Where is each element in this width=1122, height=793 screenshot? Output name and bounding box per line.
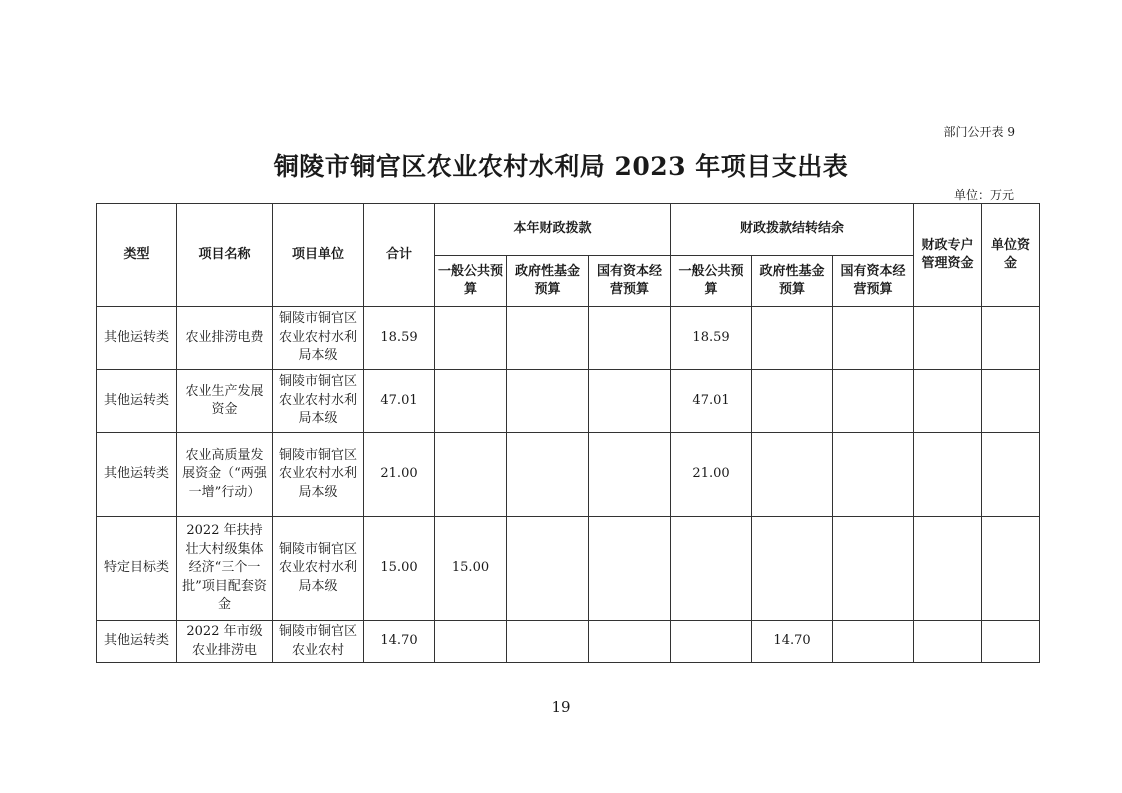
cell-special-account (914, 621, 982, 663)
cell-gov-fund-2 (752, 517, 833, 621)
cell-unit-funds (982, 433, 1040, 517)
cell-project-unit: 铜陵市铜官区农业农村水利局本级 (273, 517, 364, 621)
cell-special-account (914, 370, 982, 433)
cell-general-public-2: 21.00 (671, 433, 752, 517)
header-project-unit: 项目单位 (273, 204, 364, 307)
cell-total: 47.01 (364, 370, 435, 433)
table-row (97, 433, 1040, 517)
cell-general-public-1 (435, 433, 507, 517)
cell-unit-funds (982, 621, 1040, 663)
cell-general-public-1 (435, 307, 507, 370)
table-row (97, 621, 1040, 663)
header-project-name: 项目名称 (177, 204, 273, 307)
cell-type: 其他运转类 (97, 370, 177, 433)
cell-gov-fund-1 (507, 307, 589, 370)
cell-special-account (914, 517, 982, 621)
cell-state-capital-2 (833, 370, 914, 433)
cell-state-capital-2 (833, 433, 914, 517)
cell-unit-funds (982, 517, 1040, 621)
cell-type: 其他运转类 (97, 433, 177, 517)
cell-gov-fund-1 (507, 370, 589, 433)
cell-total: 18.59 (364, 307, 435, 370)
cell-general-public-2 (671, 621, 752, 663)
cell-gov-fund-1 (507, 621, 589, 663)
project-expenditure-table (96, 203, 1040, 663)
cell-gov-fund-2: 14.70 (752, 621, 833, 663)
cell-project-unit: 铜陵市铜官区农业农村水利局本级 (273, 307, 364, 370)
table-row (97, 517, 1040, 621)
header-unit-funds: 单位资金 (982, 204, 1040, 307)
unit-label: 单位：万元 (953, 188, 1014, 202)
cell-project-name: 2022 年扶持壮大村级集体经济“三个一批”项目配套资金 (177, 517, 273, 621)
cell-project-unit: 铜陵市铜官区农业农村水利局本级 (273, 433, 364, 517)
header-state-capital-1: 国有资本经营预算 (589, 256, 671, 307)
cell-project-name: 农业高质量发展资金（“两强一增”行动） (177, 433, 273, 517)
cell-project-name: 农业生产发展资金 (177, 370, 273, 433)
doc-label: 部门公开表 9 (943, 125, 1015, 139)
cell-total: 21.00 (364, 433, 435, 517)
cell-unit-funds (982, 370, 1040, 433)
cell-state-capital-1 (589, 307, 671, 370)
cell-state-capital-1 (589, 621, 671, 663)
cell-state-capital-2 (833, 307, 914, 370)
page-title: 铜陵市铜官区农业农村水利局 2023 年项目支出表 (273, 152, 849, 181)
cell-special-account (914, 307, 982, 370)
cell-project-unit: 铜陵市铜官区农业农村 (273, 621, 364, 663)
cell-general-public-2: 47.01 (671, 370, 752, 433)
cell-state-capital-2 (833, 621, 914, 663)
cell-gov-fund-2 (752, 307, 833, 370)
cell-general-public-1: 15.00 (435, 517, 507, 621)
cell-gov-fund-1 (507, 433, 589, 517)
cell-type: 其他运转类 (97, 307, 177, 370)
cell-gov-fund-2 (752, 433, 833, 517)
header-general-public-1: 一般公共预算 (435, 256, 507, 307)
header-type: 类型 (97, 204, 177, 307)
cell-gov-fund-1 (507, 517, 589, 621)
header-state-capital-2: 国有资本经营预算 (833, 256, 914, 307)
cell-gov-fund-2 (752, 370, 833, 433)
header-special-account: 财政专户管理资金 (914, 204, 982, 307)
cell-project-name: 农业排涝电费 (177, 307, 273, 370)
cell-general-public-2: 18.59 (671, 307, 752, 370)
cell-general-public-1 (435, 621, 507, 663)
cell-state-capital-1 (589, 370, 671, 433)
header-general-public-2: 一般公共预算 (671, 256, 752, 307)
cell-type: 特定目标类 (97, 517, 177, 621)
cell-state-capital-2 (833, 517, 914, 621)
cell-unit-funds (982, 307, 1040, 370)
table-row (97, 307, 1040, 370)
header-current-year-group: 本年财政拨款 (435, 204, 671, 256)
cell-type: 其他运转类 (97, 621, 177, 663)
cell-state-capital-1 (589, 517, 671, 621)
cell-special-account (914, 433, 982, 517)
table-row (97, 370, 1040, 433)
cell-total: 14.70 (364, 621, 435, 663)
cell-project-unit: 铜陵市铜官区农业农村水利局本级 (273, 370, 364, 433)
header-gov-fund-2: 政府性基金预算 (752, 256, 833, 307)
cell-general-public-1 (435, 370, 507, 433)
cell-general-public-2 (671, 517, 752, 621)
header-gov-fund-1: 政府性基金预算 (507, 256, 589, 307)
cell-state-capital-1 (589, 433, 671, 517)
page-number: 19 (551, 698, 571, 716)
header-total: 合计 (364, 204, 435, 307)
header-carryover-group: 财政拨款结转结余 (671, 204, 914, 256)
cell-total: 15.00 (364, 517, 435, 621)
cell-project-name: 2022 年市级农业排涝电 (177, 621, 273, 663)
